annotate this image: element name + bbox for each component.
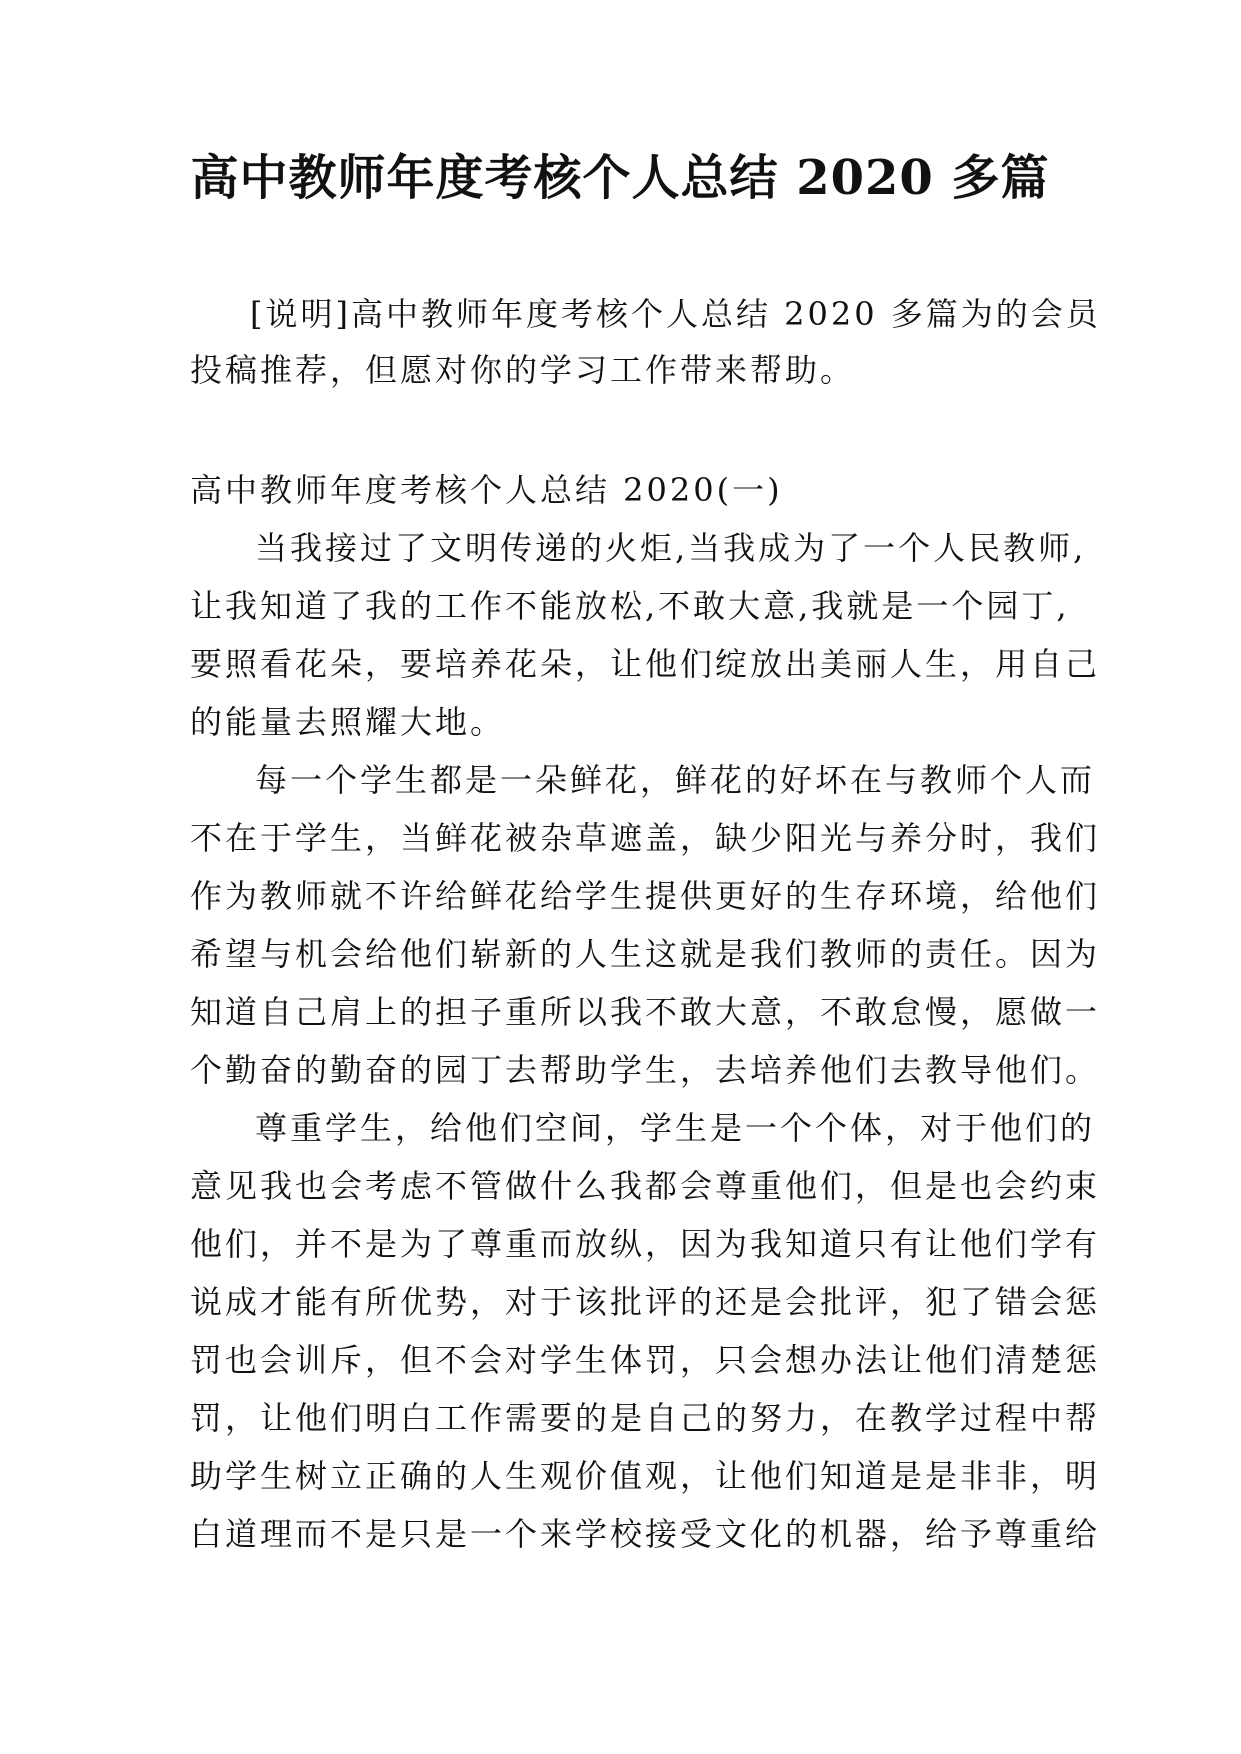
paragraph-line: 知道自己肩上的担子重所以我不敢大意，不敢怠慢，愿做一 [190, 993, 1101, 1031]
document-title: 高中教师年度考核个人总结 2020 多篇 [190, 150, 1050, 206]
paragraph-line: 罚也会训斥，但不会对学生体罚，只会想办法让他们清楚惩 [190, 1341, 1101, 1379]
paragraph-line: 说成才能有所优势，对于该批评的还是会批评，犯了错会惩 [190, 1283, 1101, 1321]
paragraph-line: 他们，并不是为了尊重而放纵，因为我知道只有让他们学有 [190, 1225, 1101, 1263]
paragraph-line: 每一个学生都是一朵鲜花，鲜花的好坏在与教师个人而 [255, 761, 1096, 799]
paragraph-line: 尊重学生，给他们空间，学生是一个个体，对于他们的 [255, 1109, 1096, 1147]
paragraph-line: 要照看花朵，要培养花朵，让他们绽放出美丽人生，用自己 [190, 645, 1101, 683]
paragraph-line: 的能量去照耀大地。 [190, 703, 506, 741]
paragraph-line: 希望与机会给他们崭新的人生这就是我们教师的责任。因为 [190, 935, 1101, 973]
intro-line: 投稿推荐，但愿对你的学习工作带来帮助。 [190, 351, 856, 389]
paragraph-line: 助学生树立正确的人生观价值观，让他们知道是是非非，明 [190, 1457, 1101, 1495]
paragraph-line: 当我接过了文明传递的火炬,当我成为了一个人民教师, [255, 529, 1087, 567]
paragraph-line: 不在于学生，当鲜花被杂草遮盖，缺少阳光与养分时，我们 [190, 819, 1101, 857]
paragraph-line: 作为教师就不许给鲜花给学生提供更好的生存环境，给他们 [190, 877, 1101, 915]
paragraph-line: 白道理而不是只是一个来学校接受文化的机器，给予尊重给 [190, 1515, 1101, 1553]
paragraph-line: 让我知道了我的工作不能放松,不敢大意,我就是一个园丁, [190, 587, 1070, 625]
paragraph-line: 意见我也会考虑不管做什么我都会尊重他们，但是也会约束 [190, 1167, 1101, 1205]
paragraph-line: 罚，让他们明白工作需要的是自己的努力，在教学过程中帮 [190, 1399, 1101, 1437]
intro-line: [说明]高中教师年度考核个人总结 2020 多篇为的会员 [250, 295, 1101, 333]
paragraph-line: 个勤奋的勤奋的园丁去帮助学生，去培养他们去教导他们。 [190, 1051, 1101, 1089]
section-heading: 高中教师年度考核个人总结 2020(一) [190, 471, 783, 509]
